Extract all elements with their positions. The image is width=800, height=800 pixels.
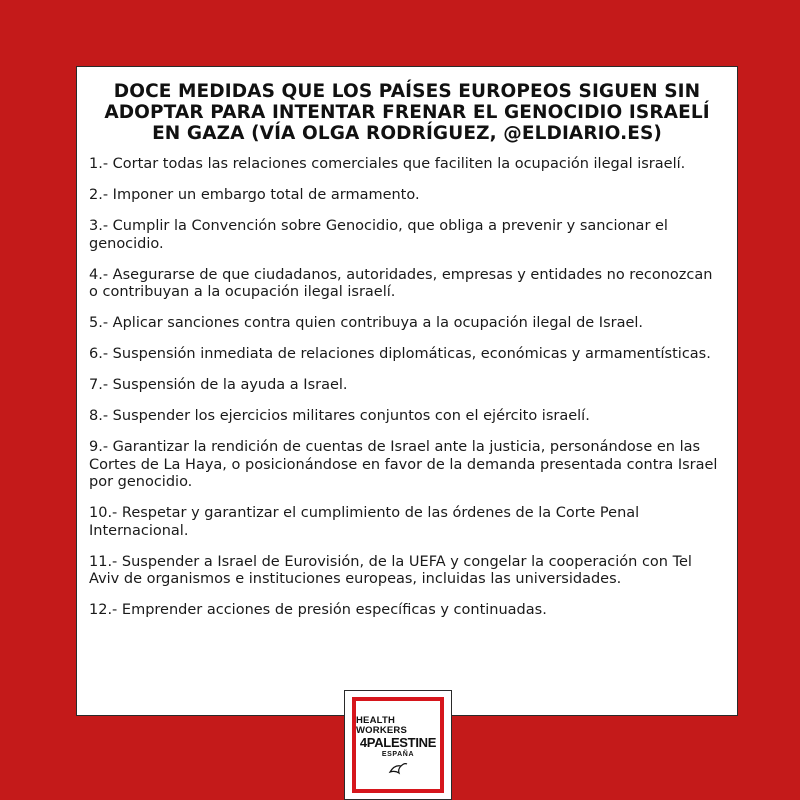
logo-text-line3: ESPAÑA	[381, 750, 415, 758]
list-item: 2.- Imponer un embargo total de armamento.	[89, 187, 420, 203]
dove-icon	[387, 761, 409, 775]
list-item: 10.- Respetar y garantizar el cumplimiento de las órdenes de la Corte Penal Internacional.	[89, 505, 640, 539]
list-item: 4.- Asegurarse de que ciudadanos, autoridades, empresas y entidades no reconozcan o contribuyan a la ocupación ilegal israelí.	[89, 266, 713, 300]
content-card	[76, 66, 738, 716]
organization-logo	[344, 690, 452, 800]
list-item: 6.- Suspensión inmediata de relaciones diplomáticas, económicas y armamentísticas.	[89, 346, 711, 362]
list-item: 8.- Suspender los ejercicios militares conjuntos con el ejército israelí.	[89, 408, 590, 424]
list-item: 12.- Emprender acciones de presión específicas y continuadas.	[89, 602, 547, 618]
logo-text-line1: HEALTH WORKERS	[356, 714, 408, 736]
list-item: 9.- Garantizar la rendición de cuentas de Israel ante la justicia, personándose en las Cortes de La Haya, o posicionándose en favor de la demanda presentada contra Israel por genocidio.	[89, 439, 718, 490]
logo-frame	[352, 697, 444, 793]
page-title: DOCE MEDIDAS QUE LOS PAÍSES EUROPEOS SIGUEN SIN ADOPTAR PARA INTENTAR FRENAR EL GENOCIDIO ISRAELÍ EN GAZA (VÍA OLGA RODRÍGUEZ, @ELDIARIO.ES)	[104, 81, 710, 144]
measures-list	[89, 156, 725, 620]
list-item: 11.- Suspender a Israel de Eurovisión, de la UEFA y congelar la cooperación con Tel Aviv de organismos e instituciones europeas, incluidas las universidades.	[89, 553, 692, 587]
logo-text-line2: 4PALESTINE	[359, 734, 437, 750]
list-item: 5.- Aplicar sanciones contra quien contribuya a la ocupación ilegal de Israel.	[89, 315, 644, 331]
list-item: 3.- Cumplir la Convención sobre Genocidio, que obliga a prevenir y sancionar el genocidio.	[89, 218, 668, 252]
list-item: 1.- Cortar todas las relaciones comerciales que faciliten la ocupación ilegal israelí.	[89, 156, 686, 172]
list-item: 7.- Suspensión de la ayuda a Israel.	[89, 377, 348, 393]
